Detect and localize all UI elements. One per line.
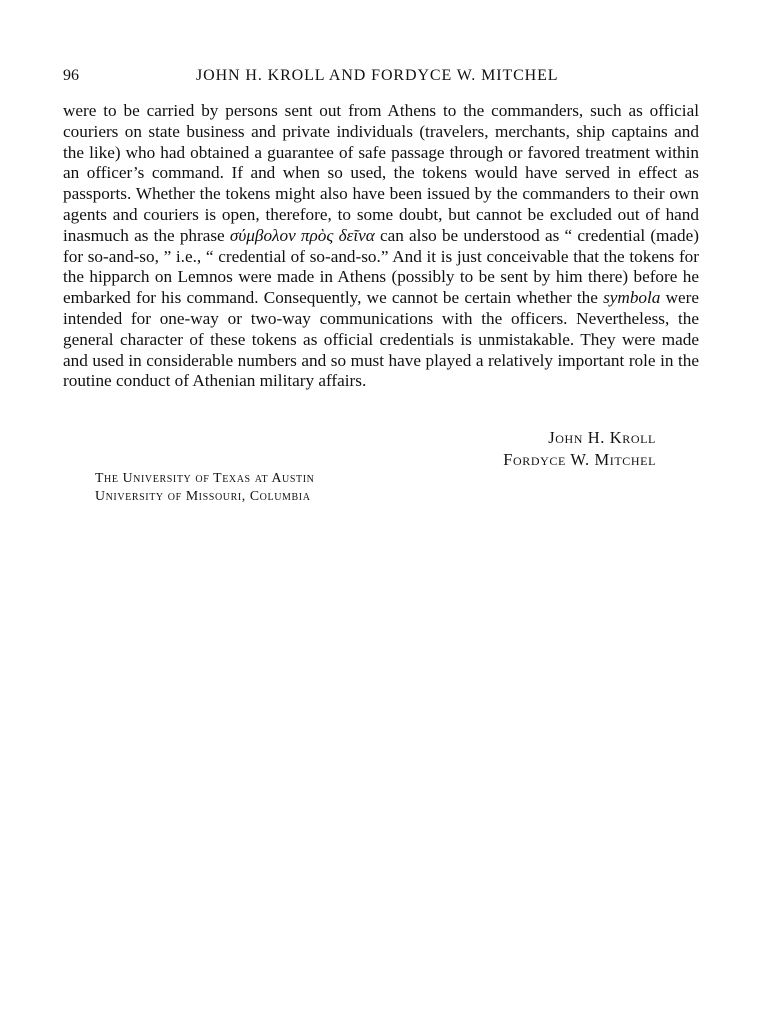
body-paragraph [63,101,699,392]
body-text-part-2: can also be understood as “ credential (made) for so-and-so, ” i.e., “ credential of so-and-so.” And it is just conceivable that the tokens for the hipparch on Lemnos were made in Athens (possibly to be sent by him there) before he embarked for his command. Consequently, we cannot be certain whether the [63,225,699,308]
body-text-part-1: were to be carried by persons sent out from Athens to the commanders, such as official couriers on state business and private individuals (travelers, merchants, ship captains and the like) who had obtained a guarantee of safe passage through or favored treatment within an officer’s command. If and when so used, the tokens would have served in effect as passports. Whether the tokens might also have been issued by the commanders to their own agents and couriers is open, therefore, to some doubt, but cannot be excluded out of hand inasmuch as the phrase [63,101,699,245]
page-number: 96 [63,67,79,84]
affiliation-texas: The University of Texas at Austin [95,470,315,485]
affiliation-missouri: University of Missouri, Columbia [95,488,311,503]
greek-phrase: σύμβολον πρὸς δεῖνα [229,225,375,245]
italic-term-symbola: symbola [603,288,661,308]
author-signature-mitchel: Fordyce W. Mitchel [503,450,656,469]
body-text-part-3: were intended for one-way or two-way communications with the officers. Nevertheless, the general character of these tokens as official credentials is unmistakable. They were made and used in considerable numbers and so must have played a relatively important role in the routine conduct of Athenian military affairs. [63,288,699,391]
author-signature-kroll: John H. Kroll [548,428,656,447]
running-head: JOHN H. KROLL AND FORDYCE W. MITCHEL [196,67,559,84]
